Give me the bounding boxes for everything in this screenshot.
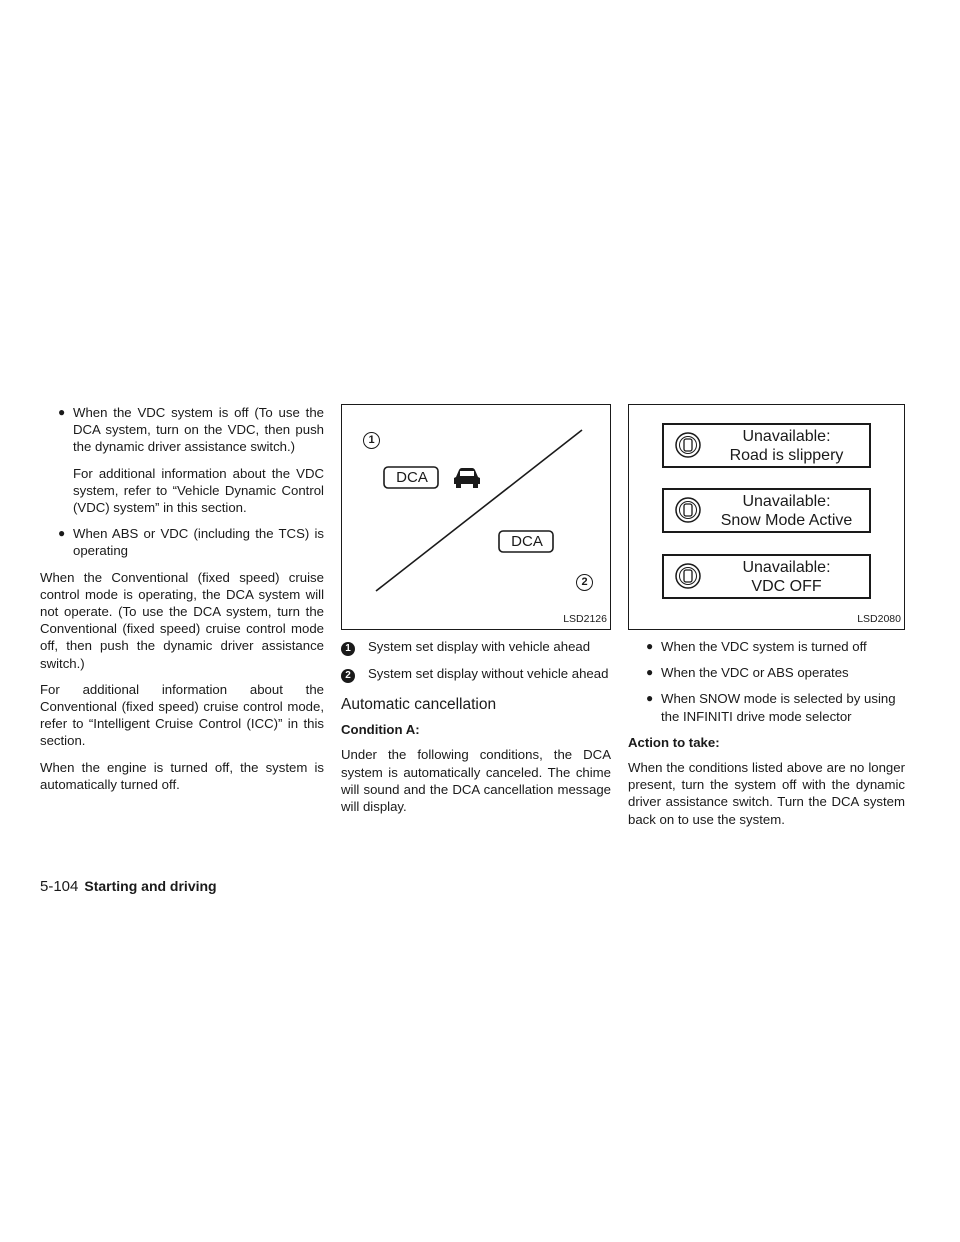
callout-2: 2 (576, 574, 593, 591)
callout-1: 1 (363, 432, 380, 449)
caption-number: 2 (341, 669, 355, 683)
list-item: ● When the VDC system is turned off (628, 638, 905, 655)
list-item: ● When SNOW mode is selected by using the INFINITI drive mode selector (628, 690, 905, 724)
right-column (628, 404, 905, 837)
message-road-slippery: Unavailable: Road is slippery (662, 423, 871, 468)
bullet-icon: ● (58, 526, 66, 541)
bullet-icon: ● (58, 405, 66, 419)
vehicle-ahead-icon (454, 468, 480, 488)
middle-column (341, 404, 611, 824)
bullet-note: For additional information about the VDC system, refer to “Vehicle Dynamic Control (VDC) system” in this section. (73, 465, 324, 516)
section-title: Starting and driving (84, 878, 217, 894)
bullet-icon: ● (646, 639, 654, 653)
dca-label-bottom: DCA (511, 533, 543, 550)
paragraph: When the Conventional (fixed speed) cruise control mode is operating, the DCA system will not operate. (To use the DCA system, turn the Conventional (fixed speed) cruise control mode off, then push the dynamic driver assistance switch.) (40, 569, 324, 671)
dca-display-figure (341, 404, 611, 630)
bullet-icon: ● (646, 665, 654, 680)
caption-2: 2 System set display without vehicle ahead (341, 665, 611, 683)
dca-display-illustration (342, 405, 610, 615)
list-item: ● When the VDC system is off (To use the DCA system, turn on the VDC, then push the dynamic driver assistance switch.) (40, 404, 324, 456)
dca-warning-icon (674, 562, 702, 590)
message-snow-mode: Unavailable: Snow Mode Active (662, 488, 871, 533)
left-column (40, 404, 324, 802)
caption-number: 1 (341, 642, 355, 656)
action-heading: Action to take: (628, 734, 720, 750)
unavailable-messages-figure (628, 404, 905, 630)
message-vdc-off: Unavailable: VDC OFF (662, 554, 871, 599)
dca-warning-icon (674, 431, 702, 459)
list-item: ● When the VDC or ABS operates (628, 664, 905, 681)
dca-label-top: DCA (396, 469, 428, 486)
page-number: 5-104 (40, 878, 79, 895)
divider-line (376, 430, 582, 591)
paragraph: When the engine is turned off, the system is automatically turned off. (40, 759, 324, 792)
condition-heading: Condition A: (341, 722, 420, 738)
page-footer (40, 878, 217, 895)
paragraph: For additional information about the Conventional (fixed speed) cruise control mode, refer to “Intelligent Cruise Control (ICC)” in this section. (40, 681, 324, 749)
paragraph: Under the following conditions, the DCA system is automatically canceled. The chime will sound and the DCA cancellation message will display. (341, 747, 611, 815)
figure-id: LSD2126 (563, 612, 607, 625)
list-item: ● When ABS or VDC (including the TCS) is operating (40, 525, 324, 559)
dca-warning-icon (674, 496, 702, 524)
paragraph: When the conditions listed above are no longer present, turn the system off with the dynamic driver assistance switch. Turn the DCA system back on to use the system. (628, 760, 905, 827)
caption-1: 1 System set display with vehicle ahead (341, 638, 611, 656)
figure-id: LSD2080 (857, 612, 901, 625)
bullet-icon: ● (646, 691, 654, 706)
section-heading: Automatic cancellation (341, 696, 497, 713)
